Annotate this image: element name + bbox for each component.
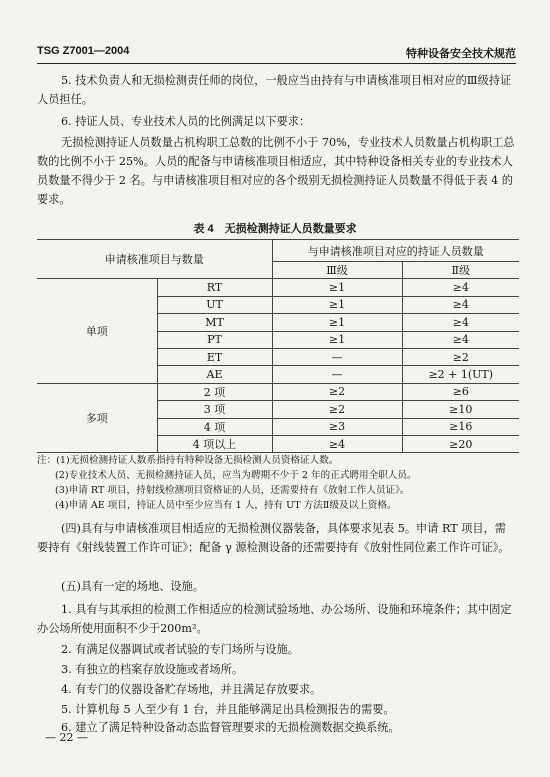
- cell-level3: ≥2: [272, 401, 402, 418]
- cell-level3: —: [272, 348, 402, 365]
- list-item: 2. 有满足仪器调试或者试验的专门场所与设施。: [61, 643, 299, 656]
- cell-level2: ≥2: [402, 348, 519, 365]
- cell-item: 2 项: [157, 383, 272, 400]
- table-note: (2)专业技术人员、无损检测持证人员，应当为聘期不少于 2 年的正式聘用全职人员。: [55, 470, 417, 481]
- cell-level2: ≥4: [402, 279, 519, 296]
- cell-level2: ≥16: [402, 418, 519, 435]
- table-head-level3: Ⅲ级: [272, 262, 402, 279]
- running-header: [37, 45, 516, 61]
- table-head-group: 与申请核准项目对应的持证人员数量: [272, 240, 519, 262]
- cell-level2: ≥20: [402, 435, 519, 452]
- table-row: [37, 279, 519, 296]
- cell-level2: ≥4: [402, 314, 519, 331]
- cell-level3: ≥1: [272, 314, 402, 331]
- staff-requirements-table: [37, 239, 519, 453]
- cell-level2: ≥6: [402, 383, 519, 400]
- cell-level3: ≥1: [272, 331, 402, 348]
- cell-level2: ≥4: [402, 296, 519, 313]
- cell-level2: ≥4: [402, 331, 519, 348]
- paragraph-item-5: 5. 技术负责人和无损检测责任师的岗位，一般应当由持有与申请核准项目相对应的Ⅲ级持证人员担任。: [37, 74, 512, 106]
- cell-item: UT: [157, 296, 272, 313]
- cell-item: 3 项: [157, 401, 272, 418]
- section-4-equipment: (四)具有与申请核准项目相适应的无损检测仪器装备，具体要求见表 5。申请 RT 项目，需要持有《射线装置工作许可证》；配备 γ 源检测设备的还需要持有《放射性同位素工作许可证》。: [37, 522, 510, 554]
- list-item: 4. 有专门的仪器设备贮存场地，并且满足存放要求。: [61, 683, 322, 696]
- table-note: (4)申请 AE 项目，持证人员中至少应当有 1 人，持有 UT 方法Ⅱ级及以上资格。: [55, 500, 397, 511]
- group-multi: 多项: [37, 383, 157, 453]
- section-5-heading: (五)具有一定的场地、设施。: [61, 580, 204, 593]
- table-caption: 表 4 无损检测持证人员数量要求: [193, 223, 357, 235]
- list-item: 3. 有独立的档案存放设施或者场所。: [61, 663, 244, 676]
- cell-level3: —: [272, 366, 402, 383]
- table-row: [37, 383, 519, 400]
- paragraph-item-6: 6. 持证人员、专业技术人员的比例满足以下要求：: [61, 115, 311, 128]
- cell-item: RT: [157, 279, 272, 296]
- paragraph-staff-ratio: 无损检测持证人员数量占机构职工总数的比例不小于 70%，专业技术人员数量占机构职工总数的比例不小于 25%。人员的配备与申请核准项目相适应，其中特种设备相关专业的专业技术人员数量不得少于 2 名。与申请核准项目相对应的各个级别无损检测持证人员数量不得低于表 4 的要求。: [37, 136, 515, 206]
- list-item: 6. 建立了满足特种设备动态监督管理要求的无损检测数据交换系统。: [61, 721, 400, 734]
- table-note: 注：(1)无损检测持证人数系指持有特种设备无损检测人员资格证人数。: [37, 455, 339, 466]
- cell-level3: ≥1: [272, 279, 402, 296]
- header-title: 特种设备安全技术规范: [406, 48, 516, 60]
- table-head-item: 申请核准项目与数量: [37, 240, 272, 279]
- cell-item: AE: [157, 366, 272, 383]
- cell-item: PT: [157, 331, 272, 348]
- list-item: 1. 具有与其承担的检测工作相适应的检测试验场地、办公场所、设施和环境条件；其中固定办公场所使用面积不少于200m²。: [37, 603, 512, 635]
- cell-level2: ≥2 + 1(UT): [402, 366, 519, 383]
- cell-item: ET: [157, 348, 272, 365]
- cell-item: 4 项: [157, 418, 272, 435]
- group-single: 单项: [37, 279, 157, 383]
- cell-level3: ≥2: [272, 383, 402, 400]
- table-head-level2: Ⅱ级: [402, 262, 519, 279]
- cell-item: MT: [157, 314, 272, 331]
- header-standard-code: TSG Z7001—2004: [37, 45, 130, 57]
- list-item: 5. 计算机每 5 人至少有 1 台，并且能够满足出具检测报告的需要。: [61, 703, 395, 716]
- header-rule: [37, 63, 516, 64]
- cell-level3: ≥4: [272, 435, 402, 452]
- table-notes: [37, 453, 417, 513]
- cell-item: 4 项以上: [157, 435, 272, 452]
- cell-level3: ≥3: [272, 418, 402, 435]
- table-note: (3)申请 RT 项目，持射线检测项目资格证的人员，还需要持有《放射工作人员证》。: [55, 485, 410, 496]
- page-number: — 22 —: [45, 731, 88, 744]
- cell-level3: ≥1: [272, 296, 402, 313]
- cell-level2: ≥10: [402, 401, 519, 418]
